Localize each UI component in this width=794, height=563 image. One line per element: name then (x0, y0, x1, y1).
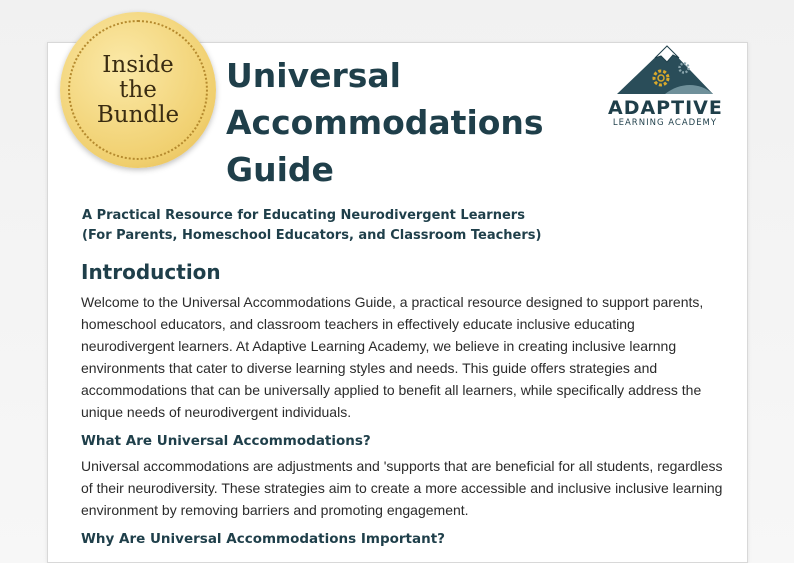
badge-line: Inside (102, 51, 174, 78)
introduction-body: Welcome to the Universal Accommodations Guide, a practical resource designed to support parents, homeschool educators, and classroom teachers in effectively educate inclusive educating neurodivergent learners. At Adaptive Learning Academy, we believe in creating inclusive learnng environments that cater to diverse learning styles and needs. This guide offers strategies and accommodations that can be universally applied to benefit all learners, while specifically address the unique needs of neurodivergent individuals. (81, 294, 704, 420)
section-heading: Why Are Universal Accommodations Important? (81, 531, 446, 547)
section-body: Universal accommodations are adjustments and 'supports that are beneficial for all students, regardless of their neurodiversity. These strategies aim to create a more accessible and inclusive inclusive learning environment by removing barriers and promoting engagement. (81, 458, 723, 518)
page-title: Universal Accommodations Guide (226, 56, 544, 189)
inside-the-bundle-badge (60, 12, 216, 168)
introduction-heading: Introduction (81, 260, 221, 284)
logo-name: ADAPTIVE (608, 97, 723, 119)
document-subtitle: A Practical Resource for Educating Neurodivergent Learners (For Parents, Homeschool Educators, and Classroom Teachers) (82, 208, 542, 243)
logo-subtitle: LEARNING ACADEMY (612, 118, 718, 128)
badge-line: Bundle (96, 101, 180, 128)
badge-line: the (119, 76, 157, 103)
section-heading: What Are Universal Accommodations? (81, 433, 371, 449)
